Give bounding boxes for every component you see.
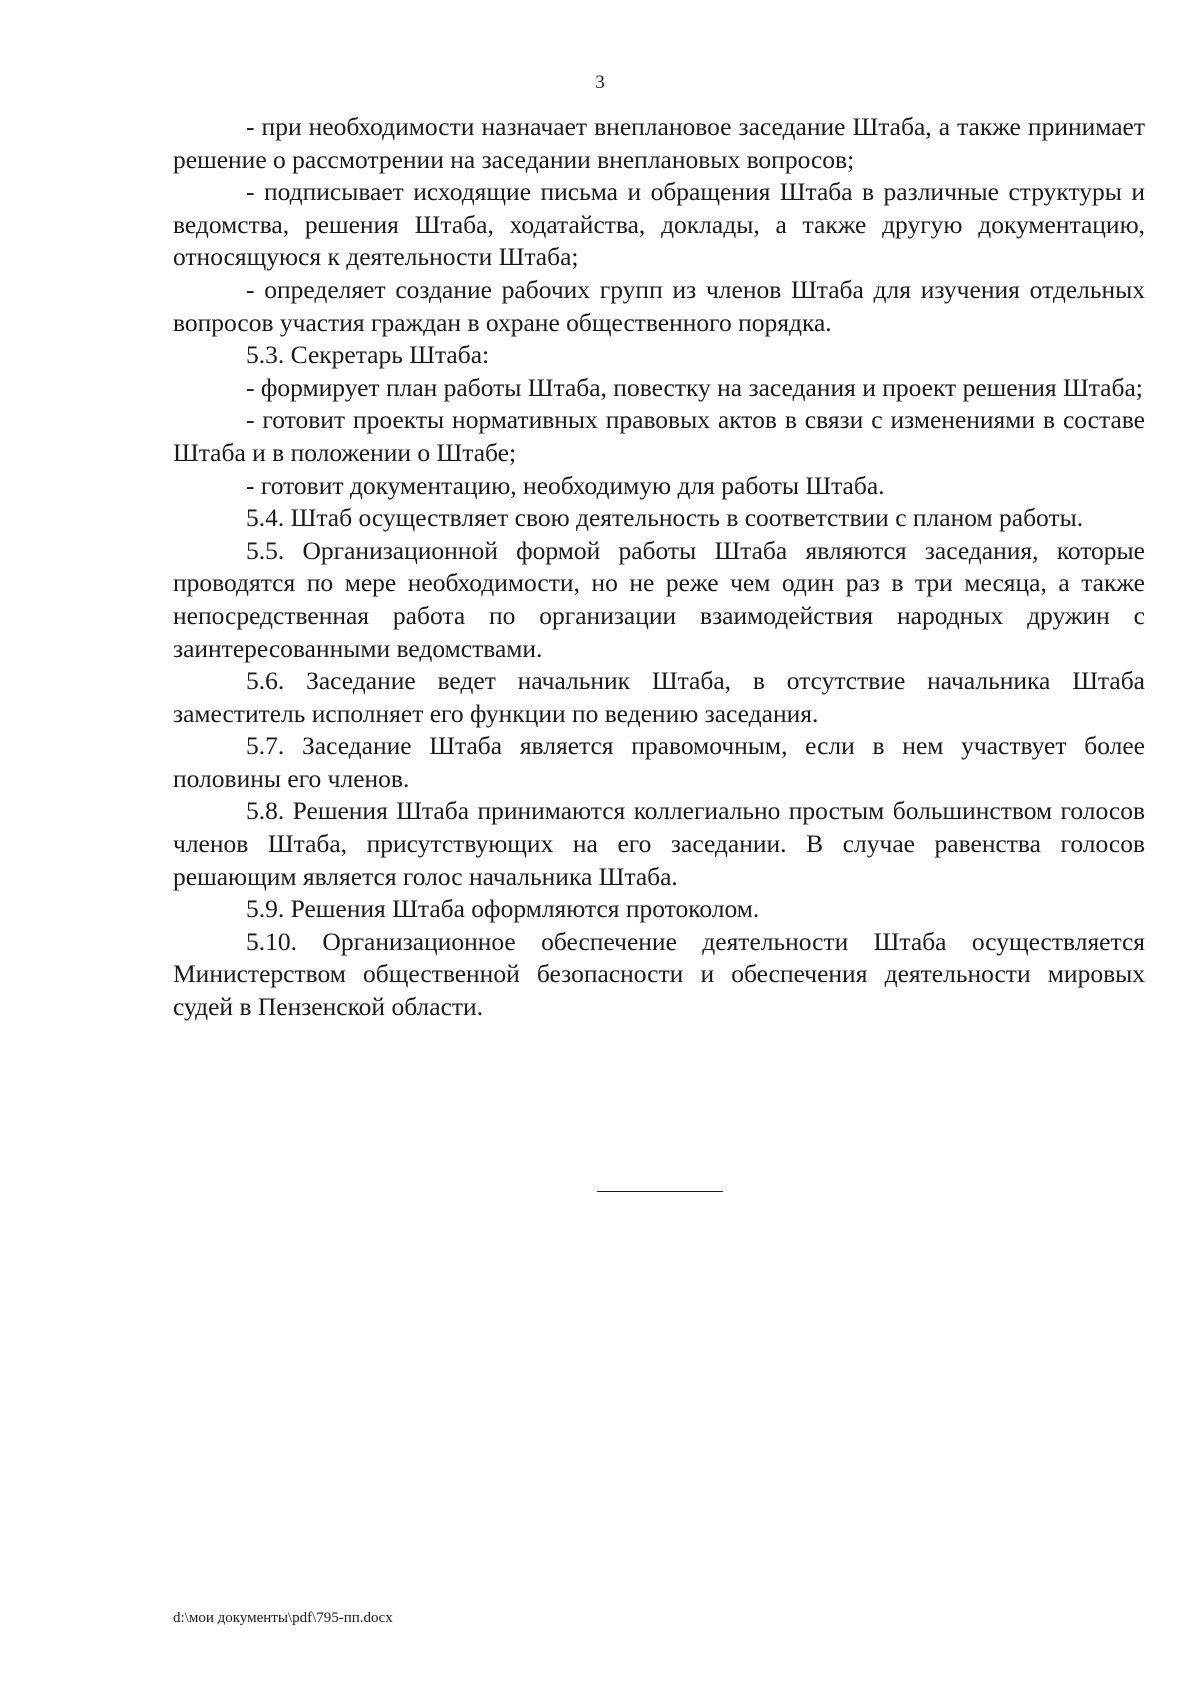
paragraph: - готовит документацию, необходимую для работы Штаба. <box>246 470 885 500</box>
paragraph: - подписывает исходящие письма и обращения Штаба в различные структуры и ведомства, решения Штаба, ходатайства, доклады, а также другую документацию, относящуюся к деятельности Штаба; <box>173 177 1145 272</box>
section-heading-5-3: 5.3. Секретарь Штаба: <box>246 340 490 370</box>
paragraph: - при необходимости назначает внеплановое заседание Штаба, а также принимает решение о рассмотрении на заседании внеплановых вопросов; <box>173 112 1145 174</box>
paragraph: - определяет создание рабочих групп из членов Штаба для изучения отдельных вопросов участия граждан в охране общественного порядка. <box>173 274 1145 337</box>
paragraph: - формирует план работы Штаба, повестку на заседания и проект решения Штаба; <box>246 372 1143 402</box>
clause-5-6: 5.6. Заседание ведет начальник Штаба, в отсутствие начальника Штаба заместитель исполняет его функции по ведению заседания. <box>173 666 1145 728</box>
clause-5-5: 5.5. Организационной формой работы Штаба являются заседания, которые проводятся по мере необходимости, но не реже чем один раз в три месяца, а также непосредственная работа по организации взаимодействия народных дружин с заинтересованными ведомствами. <box>173 535 1145 663</box>
end-of-document-rule <box>597 1191 723 1192</box>
clause-5-10: 5.10. Организационное обеспечение деятельности Штаба осуществляется Министерством общественной безопасности и обеспечения деятельности мировых судей в Пензенской области. <box>173 926 1145 1022</box>
clause-5-8: 5.8. Решения Штаба принимаются коллегиально простым большинством голосов членов Штаба, присутствующих на его заседании. В случае равенства голосов решающим является голос начальника Штаба. <box>173 796 1145 891</box>
clause-5-7: 5.7. Заседание Штаба является правомочным, если в нем участвует более половины его членов. <box>173 731 1145 793</box>
page-number: 3 <box>595 72 605 93</box>
clause-5-4: 5.4. Штаб осуществляет свою деятельность в соответствии с планом работы. <box>246 503 1084 533</box>
paragraph: - готовит проекты нормативных правовых актов в связи с изменениями в составе Штаба и в положении о Штабе; <box>173 405 1145 467</box>
clause-5-9: 5.9. Решения Штаба оформляются протоколом. <box>246 894 760 924</box>
footer-file-path: d:\мои документы\pdf\795-пп.docx <box>173 1610 393 1626</box>
document-body <box>173 111 1145 1024</box>
